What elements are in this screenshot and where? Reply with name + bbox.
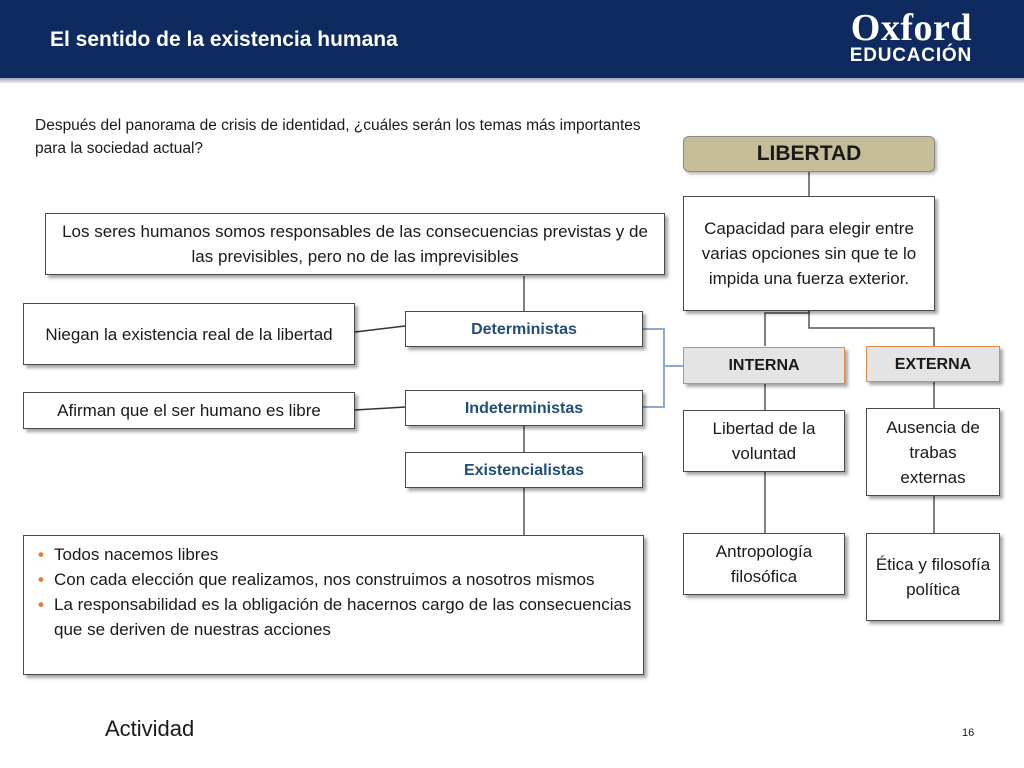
libertad-title-box: LIBERTAD bbox=[683, 136, 935, 172]
page-number: 16 bbox=[962, 727, 975, 739]
will-freedom-box: Libertad de la voluntad bbox=[683, 410, 845, 472]
connector-deny-determinists bbox=[355, 326, 405, 332]
ethics-box: Ética y filosofía política bbox=[866, 533, 1000, 621]
no-obstacles-box: Ausencia de trabas externas bbox=[866, 408, 1000, 496]
oxford-logo-subtitle: EDUCACIÓN bbox=[849, 45, 972, 66]
existentialism-bullets bbox=[23, 535, 644, 675]
activity-link[interactable]: Actividad bbox=[105, 716, 195, 741]
intro-question: Después del panorama de crisis de identidad, ¿cuáles serán los temas más importantes para la sociedad actual? bbox=[35, 117, 641, 157]
connector-definition-externa bbox=[809, 311, 934, 346]
oxford-logo: Oxford bbox=[850, 7, 972, 49]
list-item: • Con cada elección que realizamos, nos construimos a nosotros mismos bbox=[36, 567, 633, 592]
deny-freedom-box: Niegan la existencia real de la libertad bbox=[23, 303, 355, 365]
responsibility-box: Los seres humanos somos responsables de las consecuencias previstas y de las previsibles, pero no de las imprevisibles bbox=[45, 213, 665, 275]
affirm-freedom-box: Afirman que el ser humano es libre bbox=[23, 392, 355, 429]
internal-box: INTERNA bbox=[683, 347, 845, 384]
list-item: • La responsabilidad es la obligación de hacernos cargo de las consecuencias que se deriven de nuestras acciones bbox=[36, 592, 633, 642]
external-box: EXTERNA bbox=[866, 346, 1000, 382]
connector-definition-interna bbox=[765, 311, 809, 346]
page-title: El sentido de la existencia humana bbox=[50, 28, 398, 51]
indeterminists-box: Indeterministas bbox=[405, 390, 643, 426]
existentialists-box: Existencialistas bbox=[405, 452, 643, 488]
connector-bracket bbox=[643, 329, 664, 407]
determinists-box: Deterministas bbox=[405, 311, 643, 347]
list-item: • Todos nacemos libres bbox=[36, 542, 633, 567]
definition-box: Capacidad para elegir entre varias opciones sin que te lo impida una fuerza exterior. bbox=[683, 196, 935, 311]
connector-affirm-indeterminists bbox=[355, 407, 405, 410]
anthropology-box: Antropología filosófica bbox=[683, 533, 845, 595]
